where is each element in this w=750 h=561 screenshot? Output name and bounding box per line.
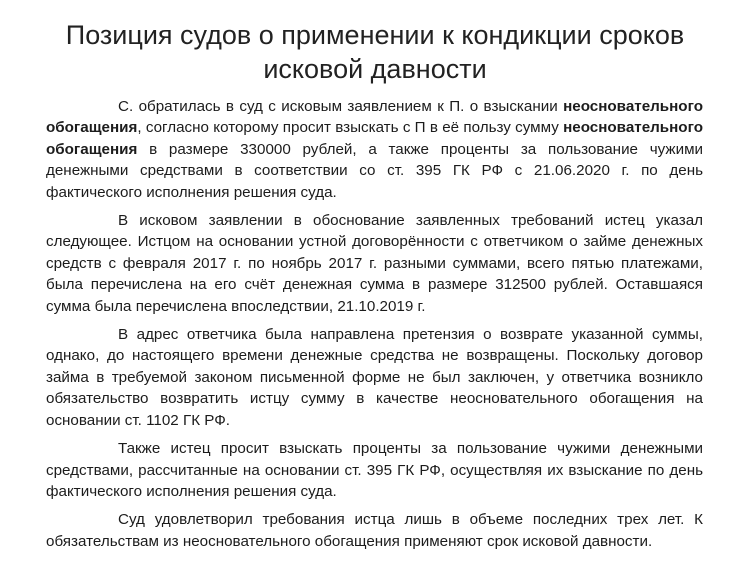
paragraph-1-bold-term-b: неосновательного обогащения: [46, 119, 703, 158]
slide-body: [46, 96, 703, 559]
paragraph-1-text-a: С. обратилась в суд с исковым заявлением к П. о взыскании: [118, 98, 564, 115]
paragraph-1-bold-term-a: неосновательного обогащения: [46, 98, 703, 137]
paragraph-5: Суд удовлетворил требования истца лишь в объеме последних трех лет. К обязательствам из неосновательного обогащения применяют срок исковой давности.: [46, 511, 703, 550]
slide-title: [0, 0, 750, 86]
paragraph-2: В исковом заявлении в обоснование заявленных требований истец указал следующее. Истцом на основании устной договорённости с ответчиком о займе денежных средств с февраля 2017 г. по ноябрь 2017 г. разными суммами, всего пятью платежами, была перечислена на его счёт денежная сумма в размере 312500 рублей. Оставшаяся сумма была перечислена впоследствии, 21.10.2019 г.: [46, 212, 703, 315]
slide-title-line-2: исковой давности: [263, 54, 487, 84]
slide-title-line-1: Позиция судов о применении к кондикции сроков: [65, 20, 685, 50]
paragraph-1-text-b: , согласно которому просит взыскать с П в её пользу сумму: [137, 119, 564, 137]
paragraph-3: В адрес ответчика была направлена претензия о возврате указанной суммы, однако, до настоящего времени денежные средства не возвращены. Поскольку договор займа в требуемой законом письменной форме не был заключен, у ответчика возникло обязательство возвратить истцу сумму в качестве неосновательного обогащения на основании ст. 1102 ГК РФ.: [46, 326, 703, 429]
paragraph-1: [46, 96, 703, 203]
paragraph-4: Также истец просит взыскать проценты за пользование чужими денежными средствами, рассчитанные на основании ст. 395 ГК РФ, осуществляя их взыскание по день фактического исполнения решения суда.: [46, 440, 703, 500]
paragraph-1-text-c: в размере 330000 рублей, а также проценты за пользование чужими денежными средствами в соответствии со ст. 395 ГК РФ с 21.06.2020 г. по день фактического исполнения решения суда.: [46, 140, 703, 201]
